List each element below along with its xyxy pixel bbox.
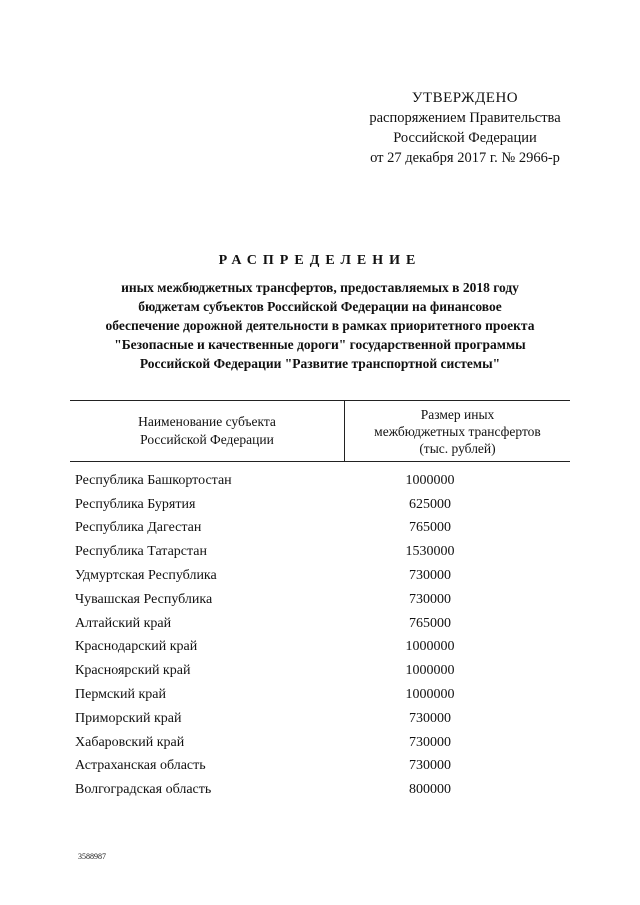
header-col1-line2: Российской Федерации — [140, 432, 274, 447]
header-col2-line2: межбюджетных трансфертов — [374, 423, 541, 439]
table-row — [70, 731, 570, 755]
row-subject-name: Краснодарский край — [75, 639, 198, 655]
row-amount: 1000000 — [405, 472, 455, 488]
header-col1-line1: Наименование субъекта — [138, 414, 276, 429]
approval-block — [330, 88, 600, 168]
table-row — [70, 778, 570, 802]
row-subject-name: Республика Башкортостан — [75, 472, 232, 488]
subtitle-line-2: бюджетам субъектов Российской Федерации на финансовое — [138, 299, 502, 314]
subtitle-line-5: Российской Федерации "Развитие транспортной системы" — [139, 356, 501, 371]
header-transfer-amount — [345, 401, 570, 461]
row-amount: 730000 — [409, 591, 451, 607]
table-row — [70, 493, 570, 517]
row-subject-name: Республика Дагестан — [75, 520, 202, 536]
row-subject-name: Приморский край — [75, 710, 182, 726]
approval-stamp: УТВЕРЖДЕНО — [411, 90, 519, 106]
table-row — [70, 636, 570, 660]
table-row — [70, 707, 570, 731]
table-row — [70, 469, 570, 493]
row-amount: 765000 — [409, 520, 451, 536]
approval-line-2: Российской Федерации — [393, 130, 537, 146]
table-row — [70, 755, 570, 779]
row-amount: 1000000 — [405, 663, 455, 679]
row-amount: 1000000 — [405, 639, 455, 655]
row-subject-name: Волгоградская область — [75, 782, 212, 798]
table-row — [70, 540, 570, 564]
table-header — [70, 400, 570, 462]
row-amount: 800000 — [409, 782, 451, 798]
row-amount: 625000 — [409, 496, 451, 512]
subtitle-line-1: иных межбюджетных трансфертов, предоставляемых в 2018 году — [121, 280, 519, 295]
row-subject-name: Республика Татарстан — [75, 544, 208, 560]
row-amount: 1530000 — [405, 544, 455, 560]
row-subject-name: Республика Бурятия — [75, 496, 196, 512]
table-row — [70, 659, 570, 683]
header-col2-line1: Размер иных — [420, 406, 495, 422]
row-subject-name: Алтайский край — [75, 615, 172, 631]
row-amount: 1000000 — [405, 687, 455, 703]
approval-line-1: распоряжением Правительства — [369, 110, 561, 126]
row-subject-name: Красноярский край — [75, 663, 191, 679]
row-subject-name: Астраханская область — [75, 758, 206, 774]
row-subject-name: Хабаровский край — [75, 734, 185, 750]
row-amount: 730000 — [409, 758, 451, 774]
table-row — [70, 517, 570, 541]
row-amount: 730000 — [409, 710, 451, 726]
table-row — [70, 683, 570, 707]
approval-line-3: от 27 декабря 2017 г. № 2966-р — [370, 150, 560, 166]
header-subject-name — [70, 401, 345, 461]
document-subtitle — [60, 278, 580, 373]
subtitle-line-3: обеспечение дорожной деятельности в рамках приоритетного проекта — [105, 318, 535, 333]
row-amount: 730000 — [409, 568, 451, 584]
document-code: 3588987 — [78, 852, 106, 861]
table-row — [70, 612, 570, 636]
row-amount: 730000 — [409, 734, 451, 750]
table-row — [70, 588, 570, 612]
table-body — [70, 469, 570, 802]
row-subject-name: Чувашская Республика — [75, 591, 213, 607]
table-row — [70, 564, 570, 588]
document-title: РАСПРЕДЕЛЕНИЕ — [218, 253, 422, 268]
row-subject-name: Удмуртская Республика — [75, 568, 217, 584]
header-col2-line3: (тыс. рублей) — [419, 440, 496, 456]
row-amount: 765000 — [409, 615, 451, 631]
row-subject-name: Пермский край — [75, 687, 166, 703]
subtitle-line-4: "Безопасные и качественные дороги" государственной программы — [114, 337, 526, 352]
